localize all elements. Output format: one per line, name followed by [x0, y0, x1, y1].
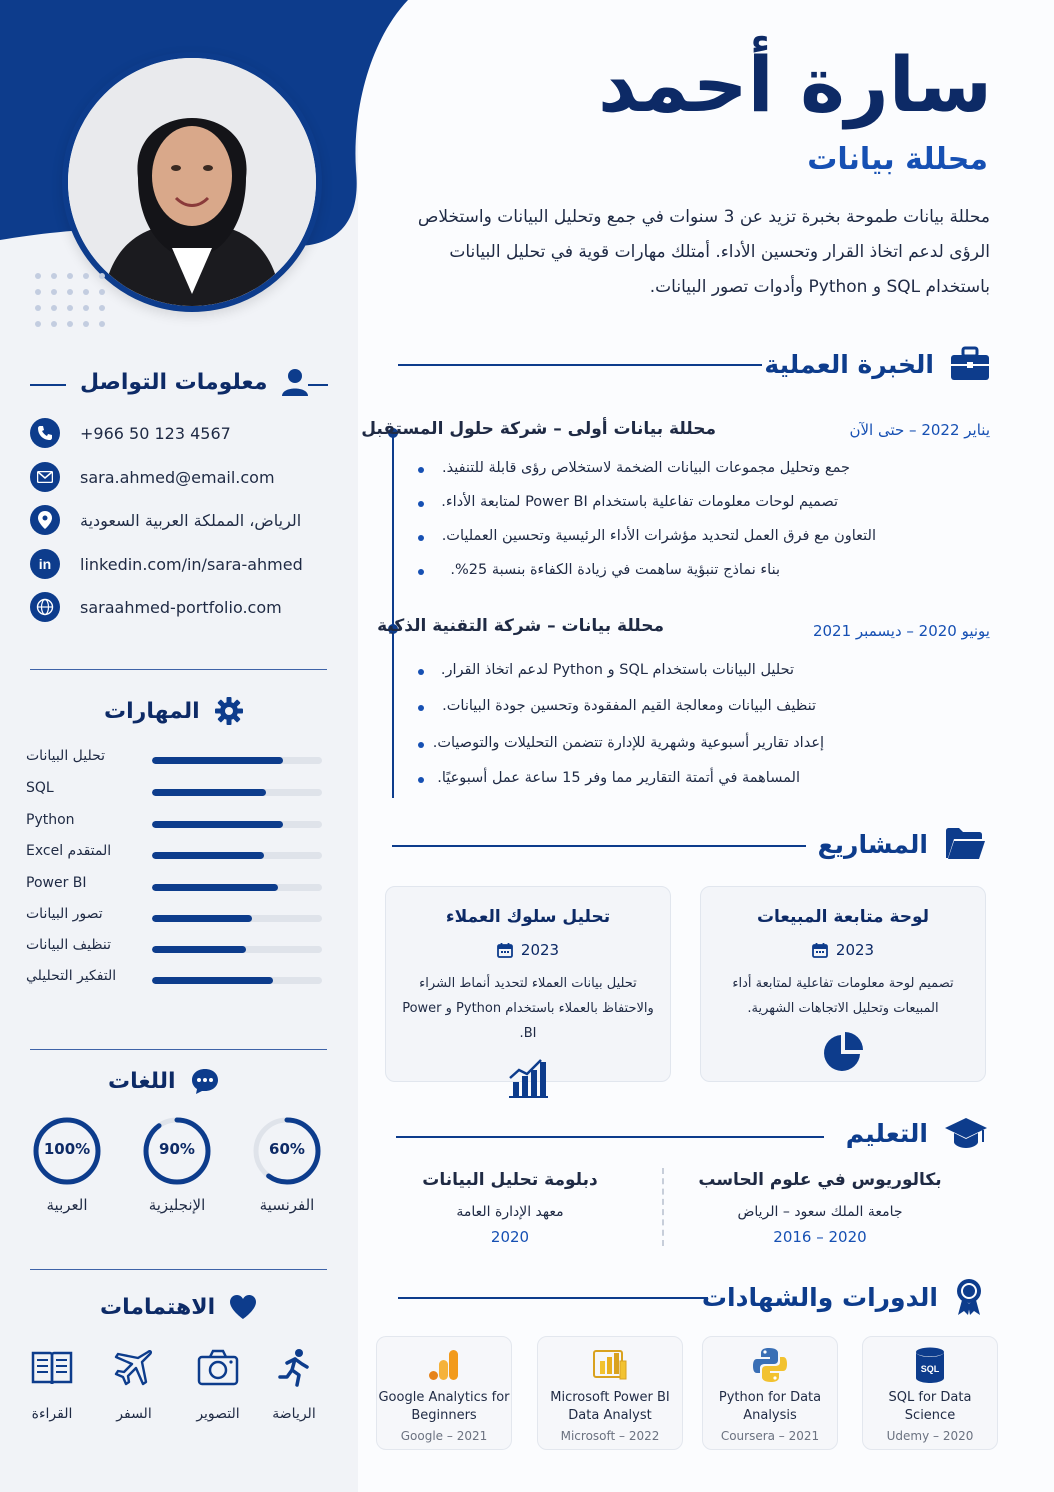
- contact-phone[interactable]: [30, 418, 231, 448]
- skill-bar-fill: [152, 977, 273, 984]
- decorative-dots: [34, 272, 106, 336]
- python-icon: [703, 1347, 837, 1383]
- phone-icon: [30, 418, 60, 448]
- job-role: محللة بيانات: [807, 142, 988, 177]
- heart-icon: [229, 1294, 257, 1320]
- section-divider: [398, 1297, 708, 1299]
- bullet-dot: [418, 501, 424, 507]
- certifications-header: [702, 1278, 984, 1316]
- powerbi-icon: [538, 1347, 682, 1383]
- calendar-icon: [497, 942, 513, 958]
- skill-bar-fill: [152, 789, 266, 796]
- language-name: العربية: [46, 1196, 88, 1214]
- contact-text: saraahmed-portfolio.com: [80, 597, 282, 617]
- experience-header: [764, 346, 990, 382]
- job-date: يناير 2022 – حتى الآن: [849, 421, 990, 439]
- contact-text: sara.ahmed@email.com: [80, 467, 275, 487]
- certification-name: SQL for Data Science: [888, 1390, 972, 1423]
- skill-name: Excel المتقدم: [26, 843, 112, 859]
- language-name: الفرنسية: [259, 1196, 315, 1214]
- folder-icon: [944, 827, 986, 861]
- skill-bar-fill: [152, 946, 246, 953]
- skill-name: Power BI: [26, 875, 87, 891]
- briefcase-icon: [950, 346, 990, 382]
- job-bullet: إعداد تقارير أسبوعية وشهرية للإدارة تتضمن التحليلات والتوصيات.: [432, 735, 824, 751]
- projects-header: [818, 827, 986, 861]
- language-item: [252, 1116, 322, 1214]
- skill-item: [26, 968, 326, 990]
- education-institution: جامعة الملك سعود – الرياض: [737, 1204, 903, 1220]
- skill-name: تصور البيانات: [26, 906, 103, 922]
- skill-bar: [152, 757, 322, 764]
- skill-bar: [152, 977, 322, 984]
- skill-bar: [152, 884, 322, 891]
- contact-linkedin[interactable]: [30, 549, 303, 579]
- interest-label: التصوير: [196, 1406, 240, 1422]
- certification-name: Microsoft Power BI Data Analyst: [550, 1390, 670, 1423]
- education-years: 2020: [490, 1228, 530, 1246]
- divider: [30, 384, 66, 386]
- project-description: تصميم لوحة معلومات تفاعلية لمتابعة أداء المبيعات وتحليل الاتجاهات الشهرية.: [732, 976, 954, 1016]
- certification-card: [702, 1336, 838, 1450]
- skill-bar-fill: [152, 852, 264, 859]
- language-item: [32, 1116, 102, 1214]
- skill-item: [26, 906, 326, 928]
- job-bullet: التعاون مع فرق العمل لتحديد مؤشرات الأداء الرئيسية وتحسين العمليات.: [441, 528, 876, 544]
- bullet-dot: [418, 742, 424, 748]
- bullet-dot: [418, 467, 424, 473]
- interest-item: [186, 1348, 250, 1422]
- divider: [30, 1269, 327, 1270]
- education-years: 2016 – 2020: [773, 1228, 867, 1246]
- skill-bar: [152, 852, 322, 859]
- project-title: لوحة متابعة المبيعات: [756, 907, 930, 927]
- skill-item: [26, 780, 326, 802]
- contact-location: [30, 505, 301, 535]
- contact-website[interactable]: [30, 592, 282, 622]
- avatar: [68, 58, 316, 306]
- languages-title: اللغات: [108, 1068, 176, 1094]
- bullet-dot: [418, 535, 424, 541]
- education-item: [360, 1170, 660, 1246]
- certifications-title: الدورات والشهادات: [701, 1282, 938, 1312]
- education-degree: دبلومة تحليل البيانات: [422, 1170, 598, 1190]
- education-degree: بكالوريوس في علوم الحاسب: [698, 1170, 942, 1190]
- language-name: الإنجليزية: [148, 1196, 206, 1214]
- gear-icon: [214, 696, 244, 726]
- running-icon: [274, 1348, 314, 1388]
- job-date: يونيو 2020 – ديسمبر 2021: [812, 622, 990, 640]
- skill-bar: [152, 946, 322, 953]
- sql-icon: [863, 1347, 997, 1383]
- skill-name: Python: [26, 812, 75, 828]
- bar-chart-icon: [507, 1056, 549, 1098]
- interests-title: الاهتمامات: [100, 1294, 216, 1320]
- section-divider: [392, 845, 806, 847]
- skill-name: تنظيف البيانات: [26, 937, 111, 953]
- interest-item: [20, 1348, 84, 1422]
- interest-label: الرياضة: [272, 1406, 316, 1422]
- chat-bubble-icon: [190, 1066, 220, 1096]
- language-percent: 90%: [159, 1140, 195, 1158]
- divider: [30, 669, 327, 670]
- education-institution: معهد الإدارة العامة: [456, 1204, 564, 1220]
- profile-summary: محللة بيانات طموحة بخبرة تزيد عن 3 سنوات في جمع وتحليل البيانات واستخلاص الرؤى لدعم اتخاذ القرار وتحسين الأداء. أمتلك مهارات قوية في تحليل البيانات باستخدام SQL و Python وأدوات تصور البيانات.: [417, 207, 990, 297]
- skill-bar-fill: [152, 757, 283, 764]
- contact-email[interactable]: [30, 462, 275, 492]
- experience-title: الخبرة العملية: [764, 349, 934, 379]
- user-icon: [281, 368, 309, 396]
- interest-label: السفر: [116, 1406, 152, 1422]
- job-title: محللة بيانات أولى – شركة حلول المستقبل: [361, 419, 716, 439]
- project-description: تحليل بيانات العملاء لتحديد أنماط الشراء والاحتفاظ بالعملاء باستخدام Python و Power BI.: [402, 976, 654, 1041]
- skill-bar-fill: [152, 884, 278, 891]
- globe-icon: [30, 592, 60, 622]
- linkedin-icon: in: [30, 549, 60, 579]
- skill-name: التفكير التحليلي: [26, 968, 117, 984]
- skill-item: [26, 812, 326, 834]
- skill-bar-fill: [152, 915, 252, 922]
- job-title: محللة بيانات – شركة التقنية الذكية: [377, 616, 664, 636]
- skill-bar: [152, 821, 322, 828]
- project-card: [700, 886, 986, 1082]
- bullet-dot: [418, 705, 424, 711]
- interest-label: القراءة: [31, 1406, 73, 1422]
- camera-icon: [197, 1348, 239, 1388]
- job-bullet: تنظيف البيانات ومعالجة القيم المفقودة وتحسين جودة البيانات.: [442, 698, 816, 714]
- section-divider: [398, 364, 762, 366]
- book-icon: [30, 1348, 74, 1388]
- interest-item: [262, 1348, 326, 1422]
- certification-meta: Coursera – 2021: [720, 1429, 820, 1443]
- contact-text: +966 50 123 4567: [80, 423, 231, 443]
- certification-card: [862, 1336, 998, 1450]
- project-year: [701, 941, 985, 959]
- graduation-cap-icon: [944, 1116, 988, 1150]
- section-divider: [396, 1136, 824, 1138]
- bullet-dot: [418, 777, 424, 783]
- certification-meta: Udemy – 2020: [886, 1429, 974, 1443]
- certification-name: Python for Data Analysis: [718, 1390, 822, 1423]
- skill-bar: [152, 915, 322, 922]
- certification-meta: Microsoft – 2022: [560, 1429, 660, 1443]
- certification-name: Google Analytics for Beginners: [378, 1390, 510, 1423]
- skill-item: [26, 937, 326, 959]
- divider: [662, 1168, 664, 1246]
- skill-name: تحليل البيانات: [26, 748, 106, 764]
- project-card: [385, 886, 671, 1082]
- interests-header: [100, 1294, 257, 1320]
- education-item: [670, 1170, 970, 1246]
- award-ribbon-icon: [954, 1278, 984, 1316]
- projects-title: المشاريع: [817, 829, 928, 859]
- email-icon: [30, 462, 60, 492]
- language-percent: 60%: [269, 1140, 305, 1158]
- skills-header: [104, 696, 244, 726]
- divider: [30, 1049, 327, 1050]
- job-bullet: بناء نماذج تنبؤية ساهمت في زيادة الكفاءة بنسبة 25%.: [450, 562, 780, 578]
- contact-header: [80, 368, 309, 396]
- contact-text: الرياض، المملكة العربية السعودية: [80, 510, 302, 530]
- pie-chart-icon: [822, 1031, 864, 1073]
- person-name: سارة أحمد: [597, 40, 992, 129]
- skill-item: [26, 875, 326, 897]
- location-icon: [30, 505, 60, 535]
- svg-text:SQL: SQL: [920, 1364, 940, 1374]
- bullet-dot: [418, 669, 424, 675]
- divider: [308, 384, 328, 386]
- certification-card: [376, 1336, 512, 1450]
- project-year-text: 2023: [520, 941, 560, 959]
- skill-bar: [152, 789, 322, 796]
- contact-text: linkedin.com/in/sara-ahmed: [80, 554, 303, 574]
- education-header: [846, 1116, 988, 1150]
- calendar-icon: [812, 942, 828, 958]
- job-bullet: تصميم لوحات معلومات تفاعلية باستخدام Power BI لمتابعة الأداء.: [441, 494, 838, 510]
- language-item: [142, 1116, 212, 1214]
- project-year: [386, 941, 670, 959]
- interest-item: [102, 1348, 166, 1422]
- skills-title: المهارات: [104, 698, 200, 724]
- contact-title: معلومات التواصل: [80, 369, 268, 395]
- job-bullet: المساهمة في أتمتة التقارير مما وفر 15 ساعة عمل أسبوعيًا.: [437, 770, 800, 786]
- job-bullet: تحليل البيانات باستخدام SQL و Python لدعم اتخاذ القرار.: [440, 662, 794, 678]
- timeline-line: [392, 432, 394, 798]
- skill-bar-fill: [152, 821, 283, 828]
- certification-card: [537, 1336, 683, 1450]
- skill-item: [26, 843, 326, 865]
- skill-name: SQL: [26, 780, 54, 796]
- airplane-icon: [114, 1348, 154, 1388]
- skill-item: [26, 748, 326, 770]
- language-percent: 100%: [43, 1140, 91, 1158]
- job-bullet: جمع وتحليل مجموعات البيانات الضخمة لاستخلاص رؤى قابلة للتنفيذ.: [441, 460, 850, 476]
- project-year-text: 2023: [835, 941, 875, 959]
- languages-header: [108, 1066, 220, 1096]
- bullet-dot: [418, 569, 424, 575]
- google-analytics-icon: [377, 1347, 511, 1383]
- education-title: التعليم: [845, 1118, 928, 1148]
- project-title: تحليل سلوك العملاء: [445, 907, 611, 927]
- certification-meta: Google – 2021: [400, 1429, 488, 1443]
